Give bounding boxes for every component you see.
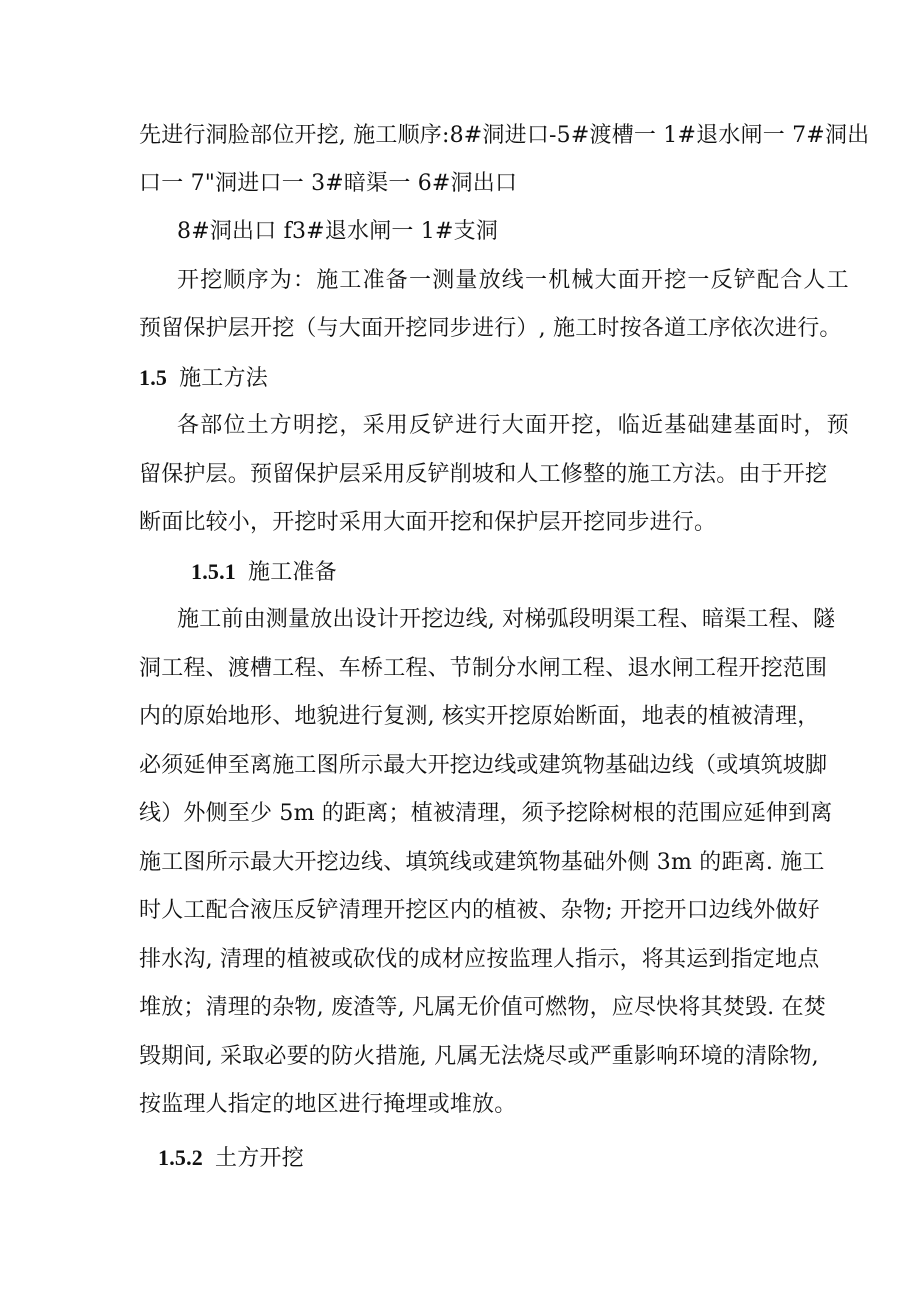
paragraph-line: 堆放；清理的杂物, 废渣等, 凡属无价值可燃物，应尽快将其焚毁. 在焚 xyxy=(139,995,826,1020)
section-heading-1-5-2 xyxy=(158,1143,304,1174)
heading-title: 施工准备 xyxy=(248,560,337,585)
paragraph-line: 洞工程、渡槽工程、车桥工程、节制分水闸工程、退水闸工程开挖范围 xyxy=(139,656,828,681)
paragraph-line: 按监理人指定的地区进行掩埋或堆放。 xyxy=(139,1092,517,1117)
heading-title: 施工方法 xyxy=(179,366,268,391)
section-heading-1-5-1 xyxy=(191,557,337,588)
paragraph-line: 施工前由测量放出设计开挖边线, 对梯弧段明渠工程、暗渠工程、隧 xyxy=(177,607,836,632)
paragraph-line: 内的原始地形、地貌进行复测, 核实开挖原始断面，地表的植被清理， xyxy=(139,704,820,729)
paragraph-line: 各部位土方明挖，采用反铲进行大面开挖，临近基础建基面时，预 xyxy=(177,413,850,438)
paragraph-line: 施工图所示最大开挖边线、填筑线或建筑物基础外侧 3m 的距离. 施工 xyxy=(139,850,825,875)
paragraph-line: 时人工配合液压反铲清理开挖区内的植被、杂物; 开挖开口边线外做好 xyxy=(139,898,820,923)
paragraph-line: 线）外侧至少 5m 的距离；植被清理，须予挖除树根的范围应延伸到离 xyxy=(139,801,833,826)
paragraph-line: 毁期间, 采取必要的防火措施, 凡属无法烧尽或严重影响环境的清除物, xyxy=(139,1044,819,1069)
paragraph-line: 8#洞出口 f3#退水闸一 1#支洞 xyxy=(177,219,499,244)
paragraph-line: 排水沟, 清理的植被或砍伐的成材应按监理人指示，将其运到指定地点 xyxy=(139,947,820,972)
paragraph-line: 口一 7"洞进口一 3#暗渠一 6#洞出口 xyxy=(139,171,518,196)
heading-number: 1.5 xyxy=(139,365,168,390)
paragraph-line: 先进行洞脸部位开挖, 施工顺序:8#洞进口-5#渡槽一 1#退水闸一 7#洞出 xyxy=(139,123,870,148)
paragraph-line: 必须延伸至离施工图所示最大开挖边线或建筑物基础边线（或填筑坡脚 xyxy=(139,753,828,778)
heading-number: 1.5.2 xyxy=(158,1145,203,1170)
paragraph-line: 开挖顺序为：施工准备一测量放线一机械大面开挖一反铲配合人工 xyxy=(177,268,850,293)
heading-title: 土方开挖 xyxy=(215,1146,304,1171)
paragraph-line: 断面比较小，开挖时采用大面开挖和保护层开挖同步进行。 xyxy=(139,510,717,535)
section-heading-1-5 xyxy=(139,363,268,394)
paragraph-line: 预留保护层开挖（与大面开挖同步进行）, 施工时按各道工序依次进行。 xyxy=(139,316,842,341)
paragraph-line: 留保护层。预留保护层采用反铲削坡和人工修整的施工方法。由于开挖 xyxy=(139,462,828,487)
heading-number: 1.5.1 xyxy=(191,559,236,584)
